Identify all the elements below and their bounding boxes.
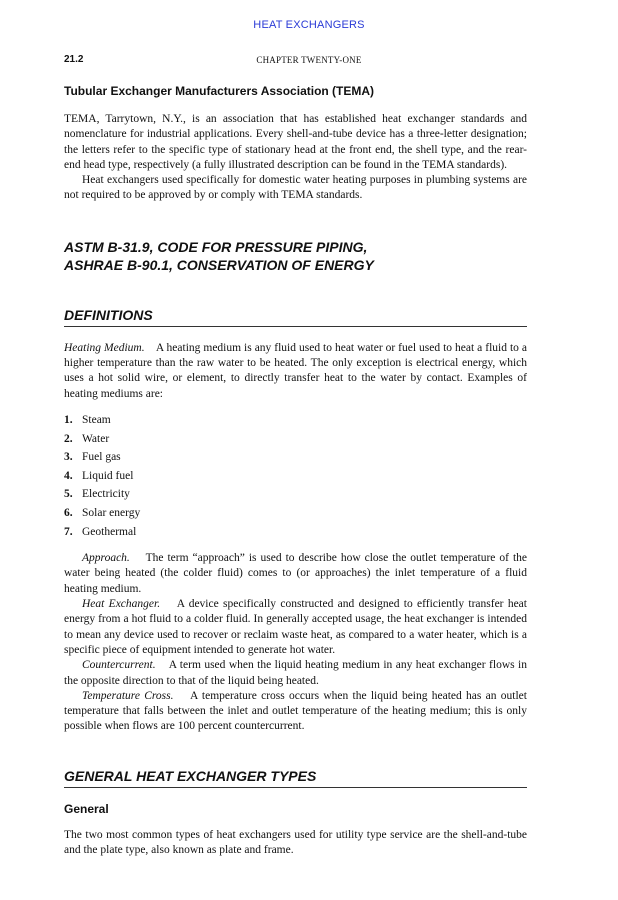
tema-heading: Tubular Exchanger Manufacturers Association (TEMA) — [64, 84, 375, 98]
countercurrent-term: Countercurrent. — [82, 659, 156, 672]
list-item-text: Solar energy — [82, 506, 141, 519]
heat-exchanger-definition — [64, 597, 527, 658]
list-item-number: 4. — [64, 469, 73, 482]
heat-exchanger-term: Heat Exchanger. — [82, 598, 161, 611]
list-item — [64, 467, 527, 486]
running-header: HEAT EXCHANGERS — [253, 19, 365, 31]
list-item-text: Fuel gas — [82, 451, 121, 464]
list-item-text: Steam — [82, 413, 111, 426]
general-types-heading: GENERAL HEAT EXCHANGER TYPES — [64, 767, 527, 788]
general-subheading: General — [64, 801, 109, 816]
list-item-number: 2. — [64, 432, 73, 445]
list-item-number: 6. — [64, 506, 73, 519]
list-item — [64, 411, 527, 430]
page-number: 21.2 — [64, 54, 84, 65]
countercurrent-text: A term used when the liquid heating medium in any heat exchanger flows in the opposite direction to that of the liquid being heated. — [64, 659, 527, 687]
list-item-number: 3. — [64, 451, 73, 464]
list-item — [64, 485, 527, 504]
list-item — [64, 448, 527, 467]
temperature-cross-definition — [64, 689, 527, 735]
heating-medium-text: A heating medium is any fluid used to heat water or fuel used to heat a fluid to a higher temperature than the raw water to be heated. The only exception is electrical energy, which uses a hot solid wire, or element, to directly transfer heat to the water by contact. Examples of heating mediums are: — [64, 341, 527, 400]
tema-paragraph-2: Heat exchangers used specifically for domestic water heating purposes in plumbing systems are not required to be approved by or comply with TEMA standards. — [64, 174, 527, 202]
definitions-heading: DEFINITIONS — [64, 306, 527, 327]
list-item-text: Electricity — [82, 488, 130, 501]
general-paragraph: The two most common types of heat exchangers used for utility type service are the shell-and-tube and the plate type, also known as plate and frame. — [64, 828, 527, 856]
temperature-cross-text: A temperature cross occurs when the liquid being heated has an outlet temperature that falls between the inlet and outlet temperature of the heating medium; this is only possible when flows are 100 percent countercurrent. — [64, 689, 527, 733]
list-item — [64, 504, 527, 523]
approach-definition — [64, 551, 527, 597]
list-item-number: 1. — [64, 413, 73, 426]
approach-term: Approach. — [82, 552, 130, 565]
heating-medium-definition — [64, 341, 527, 402]
list-item-text: Water — [82, 432, 110, 445]
countercurrent-definition — [64, 658, 527, 689]
page-content — [64, 84, 527, 858]
chapter-title: CHAPTER TWENTY-ONE — [256, 55, 362, 65]
list-item — [64, 523, 527, 542]
codes-heading-line-1: ASTM B-31.9, CODE FOR PRESSURE PIPING, — [64, 238, 368, 255]
codes-heading-line-2: ASHRAE B-90.1, CONSERVATION OF ENERGY — [64, 256, 374, 273]
heating-medium-term: Heating Medium. — [64, 341, 145, 354]
list-item — [64, 430, 527, 449]
approach-text: The term “approach” is used to describe how close the outlet temperature of the water being heated (the colder fluid) comes to (or approaches) the inlet temperature of a fluid heating medium. — [64, 552, 527, 595]
list-item-text: Geothermal — [82, 525, 137, 538]
tema-paragraph-1: TEMA, Tarrytown, N.Y., is an association that has established heat exchanger standards and nomenclature for industrial applications. Every shell-and-tube device has a three-letter designation; the letters refer to the specific type of stationary head at the front end, the shell type, and the rear-end head type, respectively (a fully illustrated description can be found in the TEMA standards). — [64, 113, 527, 171]
list-item-number: 7. — [64, 525, 73, 538]
list-item-number: 5. — [64, 488, 73, 501]
heating-mediums-list — [64, 411, 527, 541]
list-item-text: Liquid fuel — [82, 469, 134, 482]
heat-exchanger-text: A device specifically constructed and designed to efficiently transfer heat energy from a hot fluid to a colder fluid. In generally accepted usage, the heat exchanger is intended to mean any device used to recover or reclaim waste heat, as compared to a water heater, which is a specific piece of equipment intended to generate hot water. — [64, 598, 527, 656]
temperature-cross-term: Temperature Cross. — [82, 689, 174, 702]
codes-heading — [64, 238, 527, 274]
